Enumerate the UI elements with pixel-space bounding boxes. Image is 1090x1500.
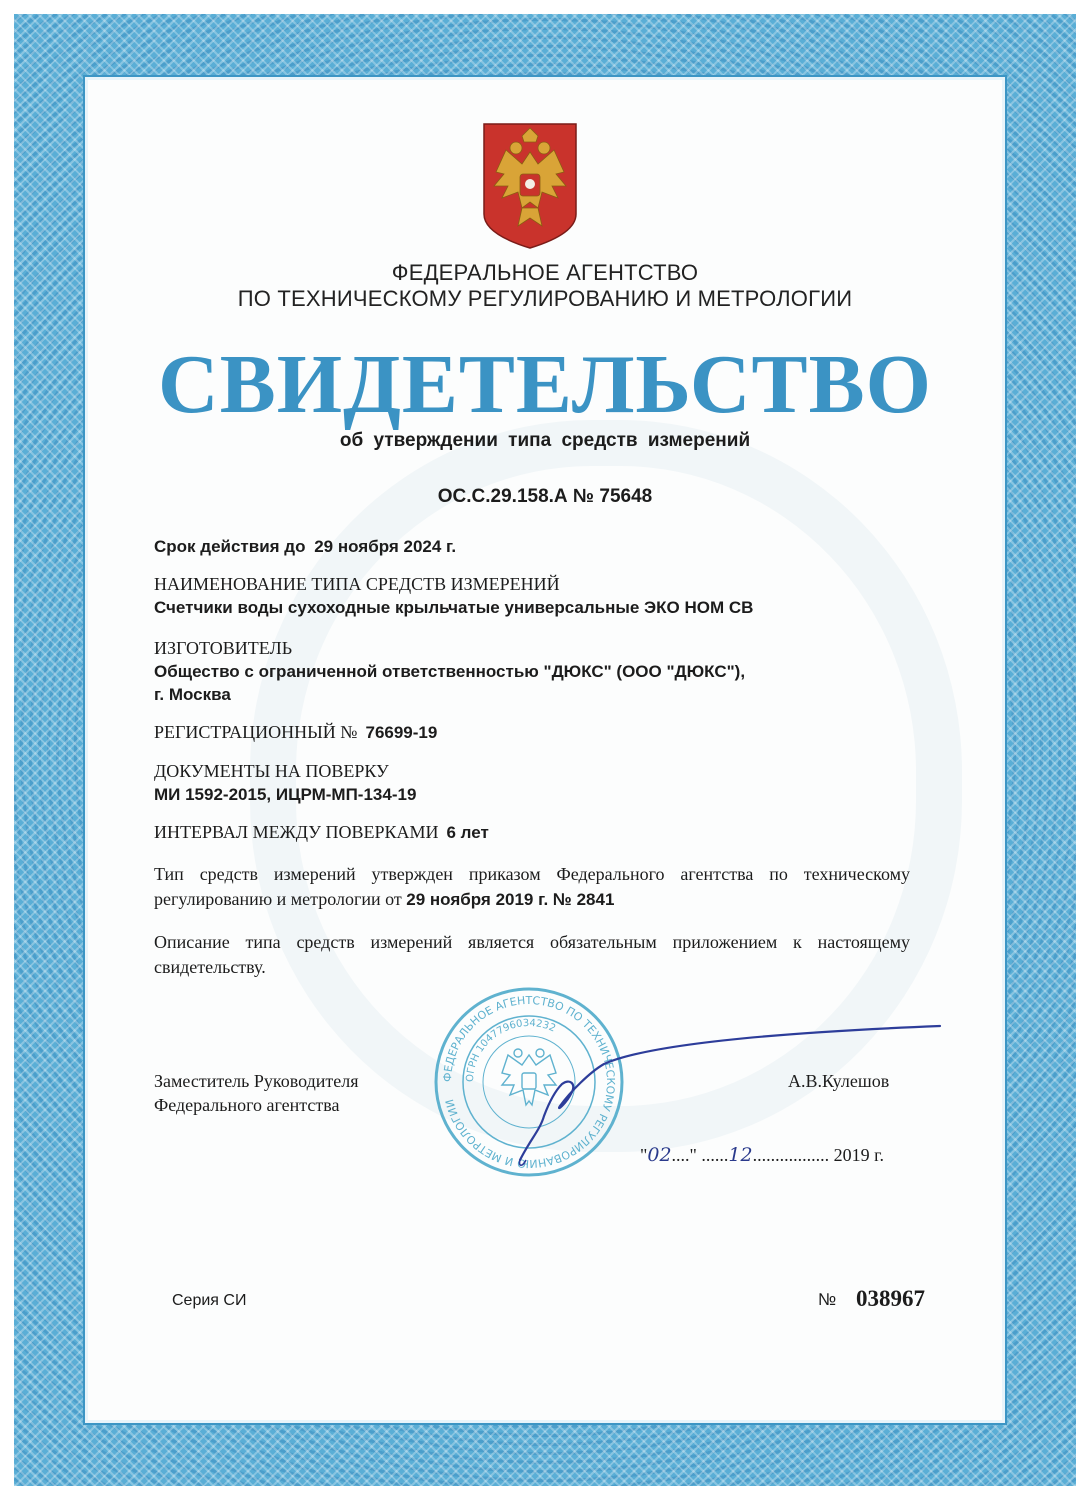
interval-row xyxy=(154,822,489,843)
manufacturer-label: ИЗГОТОВИТЕЛЬ xyxy=(154,638,293,658)
issue-day: 02 xyxy=(647,1144,672,1166)
issue-month: 12 xyxy=(728,1144,753,1166)
certificate-number: ОС.С.29.158.А № 75648 xyxy=(437,486,653,507)
order-text: Тип средств измерений утвержден приказом Федерального агентства по техническому регулированию и метрологии от xyxy=(154,864,910,909)
manufacturer-line-2: г. Москва xyxy=(154,685,231,704)
coat-of-arms-icon xyxy=(482,122,578,250)
signatory-title-line-2: Федерального агентства xyxy=(154,1095,340,1115)
agency-line-1: ФЕДЕРАЛЬНОЕ АГЕНТСТВО xyxy=(391,260,699,285)
verification-docs-label: ДОКУМЕНТЫ НА ПОВЕРКУ xyxy=(154,761,389,781)
interval-label: ИНТЕРВАЛ МЕЖДУ ПОВЕРКАМИ xyxy=(154,822,439,842)
validity-label: Срок действия до xyxy=(154,537,306,556)
signatory-title-line-1: Заместитель Руководителя xyxy=(154,1071,359,1091)
measurement-type-label: НАИМЕНОВАНИЕ ТИПА СРЕДСТВ ИЗМЕРЕНИЙ xyxy=(154,574,560,594)
order-paragraph xyxy=(154,862,910,912)
issue-year: 2019 г. xyxy=(833,1145,884,1165)
series-label: Серия СИ xyxy=(172,1292,247,1309)
agency-line-2: ПО ТЕХНИЧЕСКОМУ РЕГУЛИРОВАНИЮ И МЕТРОЛОГИИ xyxy=(237,286,853,311)
registration-row xyxy=(154,722,437,743)
signatory-name: А.В.Кулешов xyxy=(788,1071,890,1091)
interval-value: 6 лет xyxy=(446,823,489,842)
form-number-value: 038967 xyxy=(856,1286,925,1311)
seal-ogrn-text: ОГРН 1047796034232 xyxy=(464,1017,558,1083)
verification-docs-value: МИ 1592-2015, ИЦРМ-МП-134-19 xyxy=(154,785,417,804)
registration-label: РЕГИСТРАЦИОННЫЙ № xyxy=(154,722,358,742)
document-subtitle: об утверждении типа средств измерений xyxy=(339,430,751,451)
registration-value: 76699-19 xyxy=(365,723,438,742)
description-paragraph: Описание типа средств измерений является обязательным приложением к настоящему свидетельству. xyxy=(154,932,910,977)
validity-row xyxy=(154,537,456,557)
document-title: СВИДЕТЕЛЬСТВО xyxy=(158,338,932,431)
form-number-label: № xyxy=(818,1290,837,1309)
manufacturer-line-1: Общество с ограниченной ответственностью "ДЮКС" (ООО "ДЮКС"), xyxy=(154,662,746,681)
measurement-type-value: Счетчики воды сухоходные крыльчатые универсальные ЭКО НОМ СВ xyxy=(154,598,754,617)
issue-date: "02...." ......12................. 2019 г. xyxy=(640,1144,884,1166)
order-date: 29 ноября 2019 г. № 2841 xyxy=(406,890,615,909)
validity-value: 29 ноября 2024 г. xyxy=(314,537,457,556)
seal-ring-text: ФЕДЕРАЛЬНОЕ АГЕНТСТВО ПО ТЕХНИЧЕСКОМУ РЕГУЛИРОВАНИЮ И МЕТРОЛОГИИ xyxy=(440,993,618,1171)
